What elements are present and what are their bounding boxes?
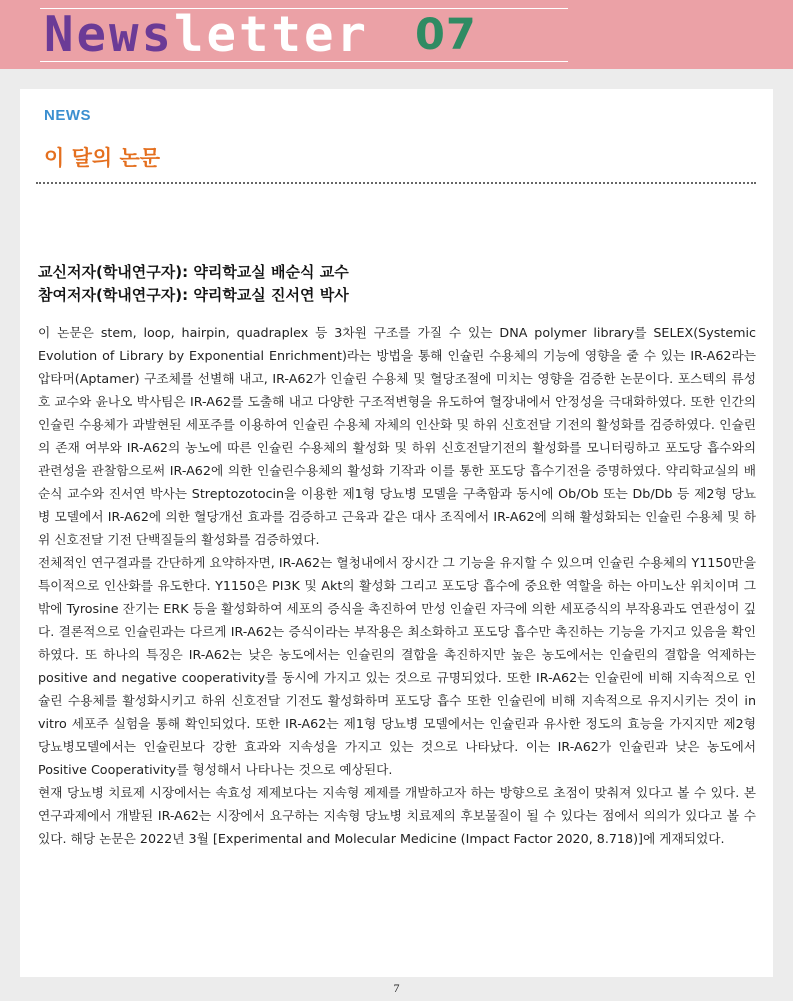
- section-label: NEWS: [44, 107, 91, 124]
- corresponding-author: 교신저자(학내연구자): 약리학교실 배순식 교수: [38, 263, 349, 281]
- body-paragraph-1: 이 논문은 stem, loop, hairpin, quadraplex 등 3차원 구조를 가질 수 있는 DNA polymer library를 SELEX(Systemic Evolution of Library by Exponential Enrichment)라는 방법을 통해 인슐린 수용체의 기능에 영향을 줄 수 있는 IR-A62라는 압타머(Aptamer) 구조체를 선별해 내고, IR-A62가 인슐린 수용체 및 혈당조절에 미치는 영향을 검증한 논문이다. 포스텍의 류성호 교수와 윤나오 박사팀은 IR-A62를 도출해 내고 다양한 구조적변형을 유도하여 혈장내에서 안정성을 극대화하였다. 또한 인간의 인슐린 수용체가 과발현된 세포주를 이용하여 인슐린 수용체 자체의 인산화 및 하위 신호전달 기전의 활성화를 검증하였다. 인슐린의 존재 여부와 IR-A62의 농노에 따른 인슐린 수용체의 활성화 및 하위 신호전달기전의 활성화를 모니터링하고 포도당 흡수와의 관련성을 관찰함으로써 IR-A62에 의한 인슐린수용체의 활성화 기작과 이를 통한 포도당 흡수기전을 증명하였다. 약리학교실의 배순식 교수와 진서연 박사는 Streptozotocin을 이용한 제1형 당뇨병 모델을 구축함과 동시에 Ob/Ob 또는 Db/Db 등 제2형 당뇨병 모델에서 IR-A62에 의한 혈당개선 효과를 검증하고 근육과 같은 대사 조직에서 IR-A62에 의해 활성화되는 인슐린 수용체 및 하위 신호전달 기전 단백질들의 활성화를 검증하였다.: [38, 325, 756, 547]
- body-paragraph-3: 현재 당뇨병 치료제 시장에서는 속효성 제제보다는 지속형 제제를 개발하고자 하는 방향으로 초점이 맞춰져 있다고 볼 수 있다. 본 연구과제에서 개발된 IR-A62는 시장에서 요구하는 지속형 당뇨병 치료제의 후보물질이 될 수 있다는 점에서 의의가 있다고 볼 수 있다. 해당 논문은 2022년 3월 [Experimental and Molecular Medicine (Impact Factor 2020, 8.718)]에 게재되었다.: [38, 785, 756, 846]
- wordmark-new: New: [44, 6, 142, 63]
- article-panel: [20, 89, 773, 977]
- participating-author: 참여저자(학내연구자): 약리학교실 진서연 박사: [38, 286, 349, 304]
- issue-number: 07: [415, 10, 477, 60]
- newsletter-header: [0, 0, 793, 69]
- wordmark-s: s: [141, 6, 175, 63]
- dotted-divider: [36, 182, 756, 184]
- wordmark-etter: etter: [206, 6, 370, 63]
- wordmark-l: l: [174, 6, 207, 63]
- page-number: 7: [393, 981, 400, 995]
- section-title: 이 달의 논문: [44, 146, 161, 170]
- author-block: [38, 261, 758, 307]
- body-paragraph-2: 전체적인 연구결과를 간단하게 요약하자면, IR-A62는 혈청내에서 장시간 그 기능을 유지할 수 있으며 인슐린 수용체의 Y1150만을 특이적으로 인산화를 유도한다. Y1150은 PI3K 및 Akt의 활성화 그리고 포도당 흡수에 중요한 역할을 하는 아미노산 위치이며 그 밖에 Tyrosine 잔기는 ERK 등을 활성화하여 세포의 증식을 촉진하여 만성 인슐린 자극에 의한 세포증식의 부작용과도 연관성이 깊다. 결론적으로 인슐린과는 다르게 IR-A62는 증식이라는 부작용은 최소화하고 포도당 흡수만 촉진하는 기능을 가지고 있음을 확인하였다. 또 하나의 특징은 IR-A62는 낮은 농도에서는 인슐린의 결합을 촉진하지만 높은 농도에서는 인슐린의 결합을 억제하는 positive and negative cooperativity를 동시에 가지고 있는 것으로 규명되었다. 또한 IR-A62는 인슐린에 비해 지속적으로 인슐린 수용체를 활성화시키고 하위 신호전달 기전도 활성화하며 포도당 흡수 또한 인슐린에 비해 지속적으로 유지시키는 것이 in vitro 세포주 실험을 통해 확인되었다. 또한 IR-A62는 제1형 당뇨병 모델에서는 인슐린과 유사한 정도의 효능을 가지지만 제2형 당뇨병모델에서는 인슐린보다 강한 효과와 지속성을 가지고 있는 것으로 나타났다. 이는 IR-A62가 인슐린과 낮은 농도에서 Positive Cooperativity를 형성해서 나타나는 것으로 예상된다.: [38, 555, 757, 777]
- newsletter-wordmark: [44, 7, 369, 63]
- article-body: [38, 321, 756, 850]
